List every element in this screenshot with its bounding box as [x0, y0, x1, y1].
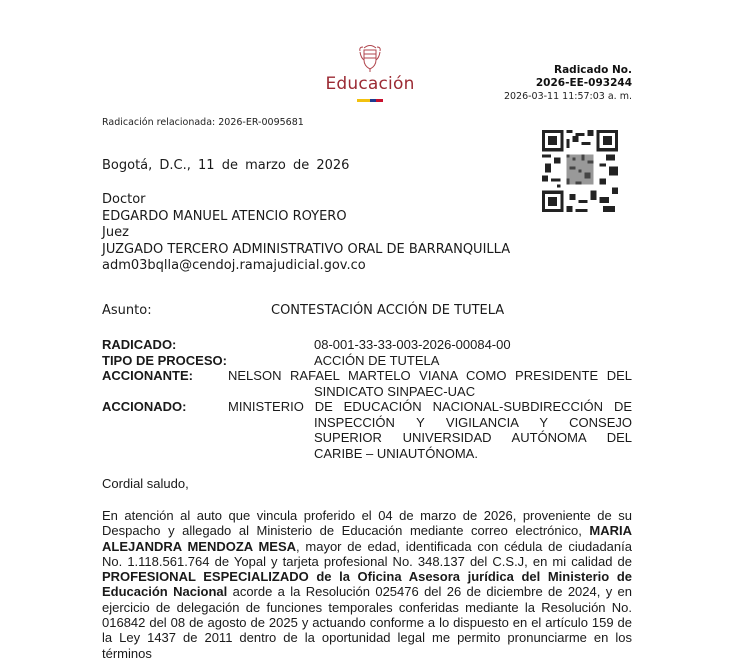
- addressee-role: Juez: [102, 225, 129, 240]
- ministry-logo: [320, 42, 420, 102]
- field-radicado: [102, 337, 632, 353]
- addressee-name: EDGARDO MANUEL ATENCIO ROYERO: [102, 208, 347, 224]
- qr-code-icon: [542, 130, 618, 212]
- subject-label: Asunto:: [102, 303, 152, 318]
- addressee-email: adm03bqlla@cendoj.ramajudicial.gov.co: [102, 258, 366, 273]
- field-accionante: [102, 368, 632, 399]
- field-value-line1: MINISTERIO DE EDUCACIÓN NACIONAL-SUBDIRECCIÓN DE: [228, 399, 632, 414]
- field-label: ACCIONADO:: [102, 399, 187, 414]
- subject-value: CONTESTACIÓN ACCIÓN DE TUTELA: [271, 303, 505, 318]
- logo-text: Educación: [325, 74, 415, 94]
- radicado-label: Radicado No.: [554, 64, 632, 76]
- body-paragraph: [102, 508, 632, 661]
- addressee-title: Doctor: [102, 192, 146, 207]
- addressee-court: JUZGADO TERCERO ADMINISTRATIVO ORAL DE BARRANQUILLA: [102, 241, 511, 257]
- date-line: Bogotá, D.C., 11 de marzo de 2026: [102, 158, 350, 173]
- field-value-rest: INSPECCIÓN Y VIGILANCIA Y CONSEJO SUPERIOR UNIVERSIDAD AUTÓNOMA DEL CARIBE – UNIAUTÓNOMA.: [314, 414, 632, 461]
- radicado-timestamp: 2026-03-11 11:57:03 a. m.: [503, 91, 632, 102]
- body-text: , mayor de edad, identificada con cédula de ciudadanía No. 1.118.561.764 de Yopal y tarjeta profesional No. 348.137 del C.S.J, en mi calidad de: [102, 538, 632, 569]
- flag-stripe: [357, 99, 383, 102]
- field-label: TIPO DE PROCESO:: [102, 352, 227, 368]
- field-value-rest: SINDICATO SINPAEC-UAC: [314, 383, 476, 399]
- radicado-number: 2026-EE-093244: [535, 77, 632, 89]
- body-text: acorde a la Resolución 025476 del 26 de diciembre de 2024, y en ejercicio de delegación de funciones temporales conferidas mediante la Resolución No. 016842 del 08 de agosto de 2025 y actuando conforme a lo dispuesto en el artículo 159 de la Ley 1437 de 2011 dentro de la oportunidad legal me permito pronunciarme en los términos: [102, 584, 632, 661]
- case-fields: [102, 337, 632, 461]
- field-label: RADICADO:: [102, 337, 177, 352]
- field-label: ACCIONANTE:: [102, 368, 193, 383]
- related-filing: Radicación relacionada: 2026-ER-0095681: [102, 117, 304, 128]
- coat-of-arms-icon: [357, 42, 383, 72]
- field-value: 08-001-33-33-003-2026-00084-00: [314, 337, 511, 352]
- field-value-line1: NELSON RAFAEL MARTELO VIANA COMO PRESIDENTE DEL: [228, 368, 632, 383]
- field-value: ACCIÓN DE TUTELA: [314, 352, 440, 368]
- body-text: En atención al auto que vincula proferido el 04 de marzo de 2026, proveniente de su Despacho y allegado al Ministerio de Educación mediante correo electrónico,: [102, 508, 632, 539]
- field-tipo-proceso: [102, 353, 632, 369]
- signer-role: PROFESIONAL ESPECIALIZADO de la Oficina Asesora jurídica del Ministerio de Educación Nacional: [102, 569, 632, 600]
- signer-name: MARIA ALEJANDRA MENDOZA MESA: [102, 523, 632, 554]
- addressee-block: [102, 192, 510, 275]
- radicado-block: [504, 64, 632, 103]
- field-accionado: [102, 399, 632, 461]
- greeting: Cordial saludo,: [102, 476, 189, 491]
